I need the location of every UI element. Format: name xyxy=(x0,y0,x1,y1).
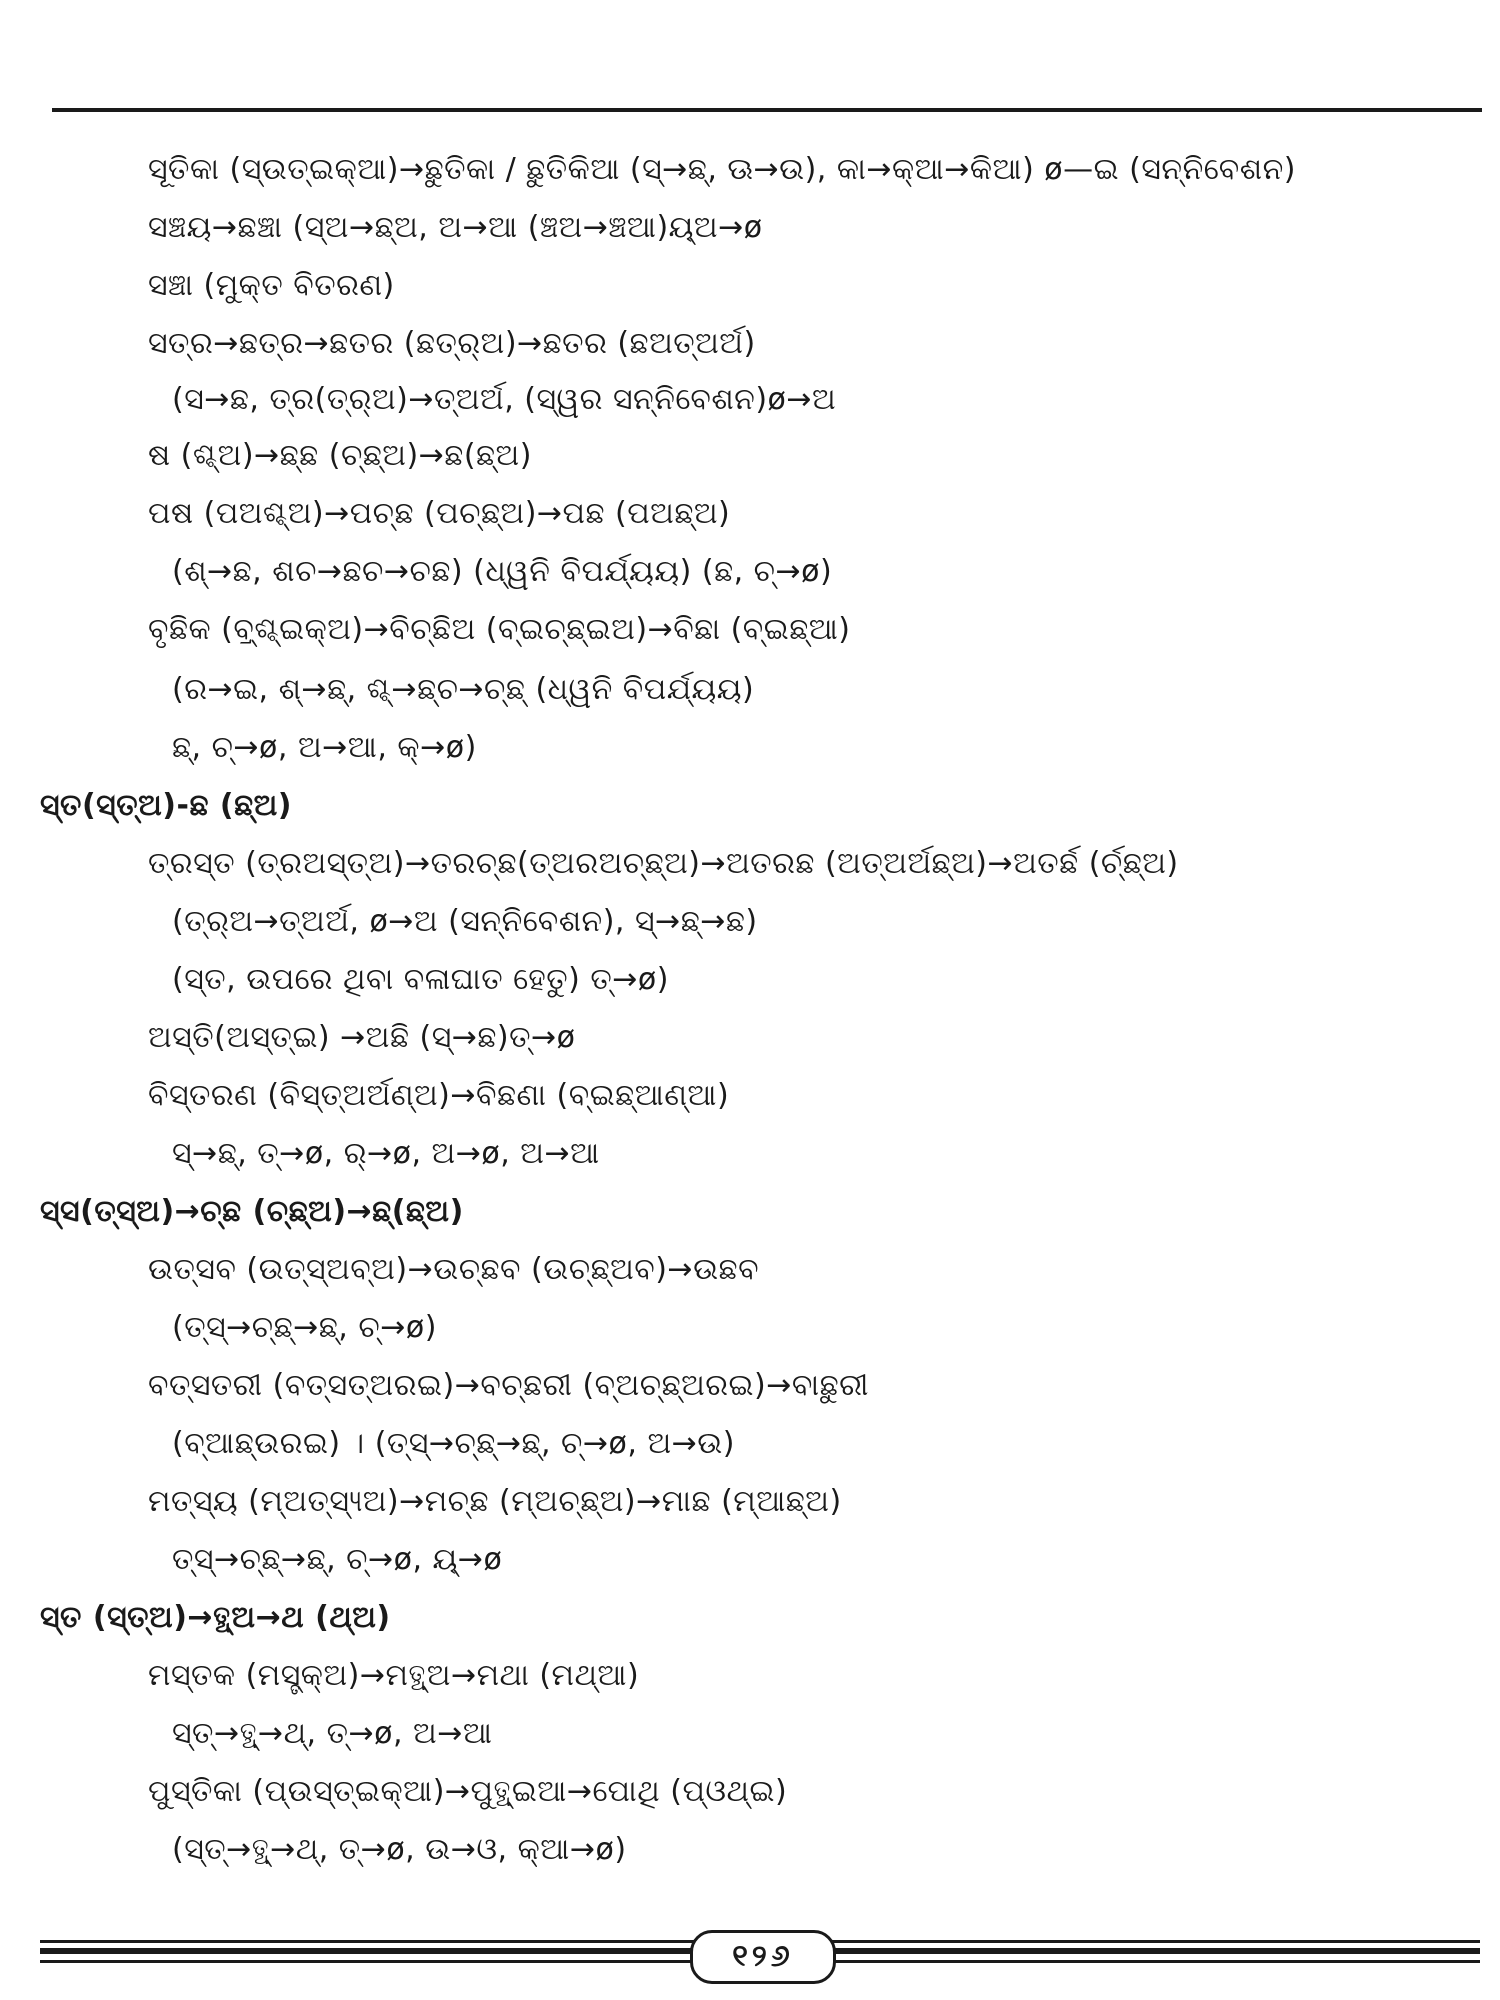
text-line: (ତ୍ସ୍→ଚ୍ଛ୍→ଛ୍, ଚ୍→ø) xyxy=(172,1310,437,1345)
text-line: ପୁସ୍ତିକା (ପ୍ଉସ୍ତ୍ଇକ୍ଆ)→ପୁତ୍ଥ୍ଇଆ→ପୋଥି (ପ୍ଓଥ୍ଇ) xyxy=(148,1774,788,1809)
text-line: (ର→ଇ, ଶ୍→ଛ୍, ଶ୍ଚ୍→ଛ୍ଚ→ଚ୍ଛ୍ (ଧ୍ୱନି ବିପର୍ଯ୍ୟୟ) xyxy=(172,672,755,707)
text-line: ଅସ୍ତି(ଅସ୍ତ୍ଇ) →ଅଛି (ସ୍→ଛ)ତ୍→ø xyxy=(148,1020,576,1055)
text-line: ସ୍→ଛ୍, ତ୍→ø, ର୍→ø, ଅ→ø, ଅ→ଆ xyxy=(172,1136,600,1171)
text-line: ପଷ (ପଅଶ୍ଚ୍ଅ)→ପଚ୍ଛ (ପଚ୍ଛ୍ଅ)→ପଛ (ପଅଛ୍ଅ) xyxy=(148,496,731,531)
text-line: ଷ (ଶ୍ଚ୍ଅ)→ଛ୍ଛ (ଚ୍ଛ୍ଅ)→ଛ(ଛ୍ଅ) xyxy=(148,438,532,473)
text-line: (ସ୍ତ୍→ତ୍ଥ୍→ଥ୍, ତ୍→ø, ଉ→ଓ, କ୍ଆ→ø) xyxy=(172,1832,627,1867)
section-heading: ସ୍ତ (ସ୍ତ୍ଅ)→ତ୍ଥ୍ଅ→ଥ (ଥ୍ଅ) xyxy=(40,1600,391,1635)
text-line: ସଞ୍ଚା (ମୁକ୍ତ ବିତରଣ) xyxy=(148,268,395,303)
section-heading: ସ୍ସ(ତ୍ସ୍ଅ)→ଚ୍ଛ (ଚ୍ଛ୍ଅ)→ଛ୍(ଛ୍ଅ) xyxy=(40,1194,464,1229)
text-line: (ସ୍ତ, ଉପରେ ଥିବା ବଳାଘାତ ହେତୁ) ତ୍→ø) xyxy=(172,962,669,997)
text-line: ସଞ୍ଚୟ→ଛଞ୍ଚା (ସ୍ଅ→ଛ୍ଅ, ଅ→ଆ (ଞ୍ଚଅ→ଞ୍ଚଆ)ୟ୍ଅ→ø xyxy=(148,210,763,245)
text-line: (ବ୍ଆଛ୍ଉରଇ) । (ତ୍ସ୍→ଚ୍ଛ୍→ଛ୍, ଚ୍→ø, ଅ→ଉ) xyxy=(172,1426,735,1461)
page-number: ୧୨୬ xyxy=(690,1930,836,1984)
top-divider xyxy=(52,108,1482,112)
text-line: ମତ୍ସ୍ୟ (ମ୍ଅତ୍ସ୍ୟ୍ଅ)→ମଚ୍ଛ (ମ୍ଅଚ୍ଛ୍ଅ)→ମାଛ (ମ୍ଆଛ୍ଅ) xyxy=(148,1484,842,1519)
text-line: ସ୍ତ୍→ତ୍ଥ୍→ଥ୍, ତ୍→ø, ଅ→ଆ xyxy=(172,1716,493,1751)
text-line: ତ୍ରସ୍ତ (ତ୍ରଅସ୍ତ୍ଅ)→ତରଚ୍ଛ(ତ୍ଅରଅଚ୍ଛ୍ଅ)→ଅତରଛ (ଅତ୍ଅର୍ଅଛ୍ଅ)→ଅତର୍ଛ (ର୍ଚ୍ଛ୍ଅ) xyxy=(148,846,1179,881)
text-line: (ଶ୍→ଛ, ଶଚ→ଛଚ→ଚଛ) (ଧ୍ୱନି ବିପର୍ଯ୍ୟୟ) (ଛ, ଚ୍→ø) xyxy=(172,554,833,589)
text-line: ସୂତିକା (ସ୍ଉତ୍ଇକ୍ଆ)→ଛୁତିକା / ଛୁତିକିଆ (ସ୍→ଛ୍, ଊ→ଉ), କା→କ୍ଆ→କିଆ) ø—ଇ (ସନ୍ନିବେଶନ) xyxy=(148,152,1296,187)
text-line: ବତ୍ସତରୀ (ବତ୍ସତ୍ଅରଇ)→ବଚ୍ଛରୀ (ବ୍ଅଚ୍ଛ୍ଅରଇ)→ବାଛୁରୀ xyxy=(148,1368,869,1403)
text-line: ବୃଛିକ (ବ୍ର୍ଶ୍ଚ୍ଇକ୍ଅ)→ବିଚ୍ଛିଅ (ବ୍ଇଚ୍ଛ୍ଇଅ)→ବିଛା (ବ୍ଇଛ୍ଆ) xyxy=(148,612,851,647)
text-line: ଛ୍, ଚ୍→ø, ଅ→ଆ, କ୍→ø) xyxy=(172,730,477,765)
text-line: ସତ୍ର→ଛତ୍ର→ଛତର (ଛତ୍ର୍ଅ)→ଛତର (ଛଅତ୍ଅର୍ଅ) xyxy=(148,326,756,361)
text-line: ଉତ୍ସବ (ଉତ୍ସ୍ଅବ୍ଅ)→ଉଚ୍ଛବ (ଉଚ୍ଛ୍ଅବ)→ଉଛବ xyxy=(148,1252,760,1287)
text-line: (ତ୍ର୍ଅ→ତ୍ଅର୍ଅ, ø→ଅ (ସନ୍ନିବେଶନ), ସ୍→ଛ୍→ଛ) xyxy=(172,904,758,939)
text-line: ମସ୍ତକ (ମସ୍ତ୍କ୍ଅ)→ମତ୍ଥ୍ଅ→ମଥା (ମଥ୍ଆ) xyxy=(148,1658,640,1693)
text-line: ତ୍ସ୍→ଚ୍ଛ୍→ଛ୍, ଚ୍→ø, ୟ୍→ø xyxy=(172,1542,503,1577)
text-line: (ସ→ଛ, ତ୍ର(ତ୍ର୍ଅ)→ତ୍ଅର୍ଅ, (ସ୍ୱର ସନ୍ନିବେଶନ)ø→ଅ xyxy=(172,382,837,417)
section-heading: ସ୍ତ(ସ୍ତ୍ଅ)-ଛ (ଛ୍ଅ) xyxy=(40,788,293,823)
text-line: ବିସ୍ତରଣ (ବିସ୍ତ୍ଅର୍ଅଣ୍ଅ)→ବିଛଣା (ବ୍ଇଛ୍ଆଣ୍ଆ) xyxy=(148,1078,730,1113)
